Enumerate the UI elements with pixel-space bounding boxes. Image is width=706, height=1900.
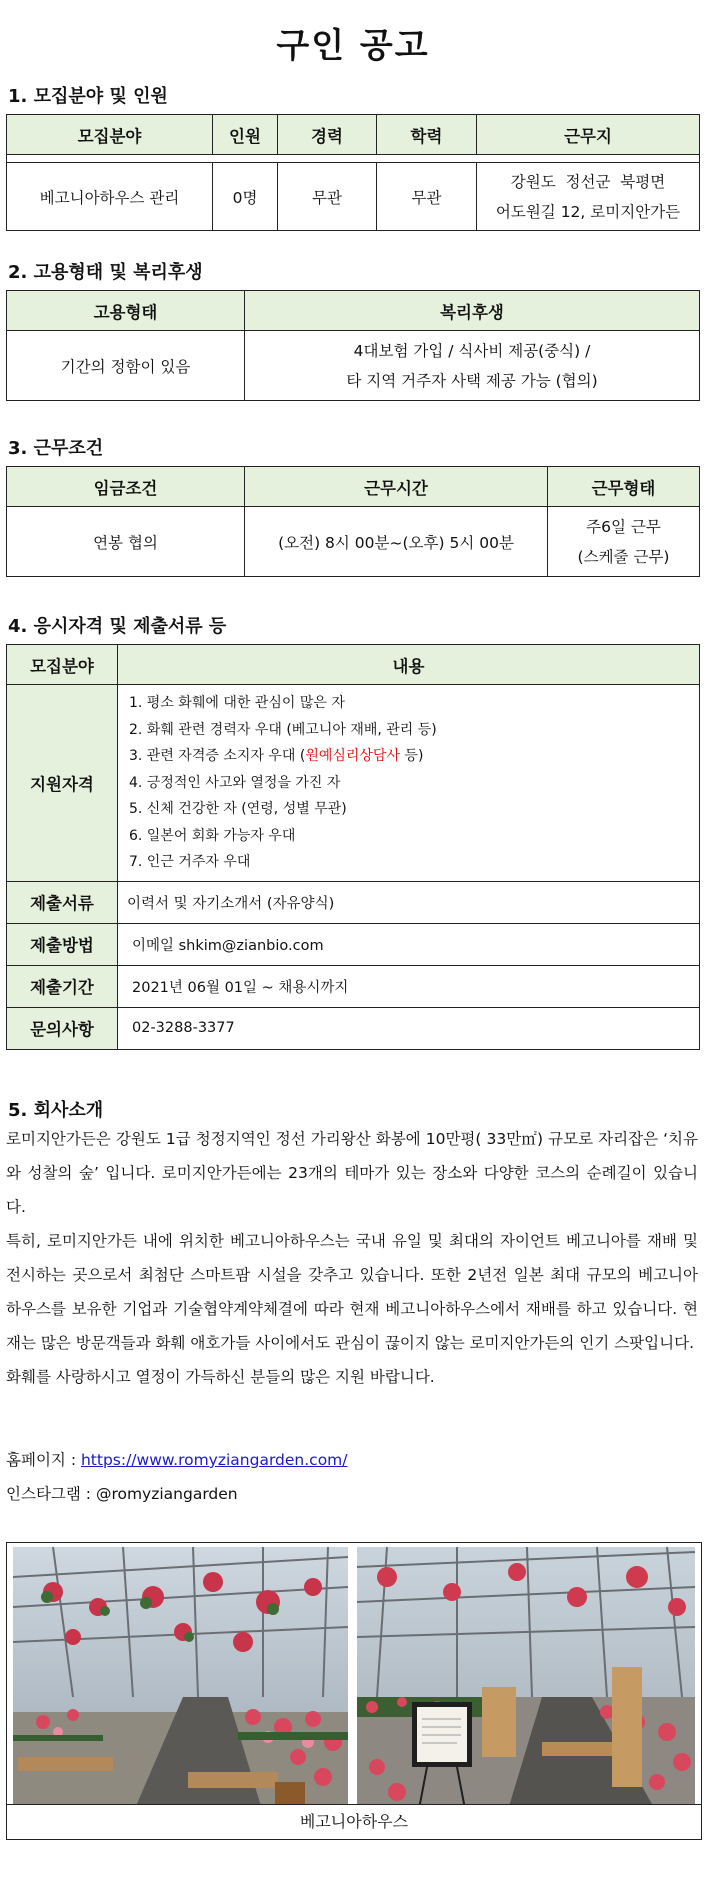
cell-method: 이메일 shkim@zianbio.com [118, 923, 700, 965]
cell-hours: (오전) 8시 00분~(오후) 5시 00분 [245, 507, 548, 577]
section-heading-employment: 2. 고용형태 및 복리후생 [8, 262, 203, 283]
cell-benefits [245, 331, 700, 401]
label-documents: 제출서류 [7, 881, 118, 923]
employment-table [6, 290, 700, 401]
qualifications-table [6, 644, 700, 1050]
location-line1: 강원도 정선군 북평면 [510, 172, 666, 191]
header-work-form: 근무형태 [548, 467, 700, 507]
homepage-label: 홈페이지 : [6, 1451, 81, 1469]
company-paragraph: 로미지안가든은 강원도 1급 청정지역인 정선 가리왕산 화봉에 10만평( 33만㎡) 규모로 자리잡은 ‘치유와 성찰의 숲’ 입니다. 로미지안가든에는 23개의 테마가 있는 장소와 다양한 코스의 순례길이 있습니다. [6, 1130, 698, 1216]
greenhouse-photo-left [13, 1547, 348, 1813]
cell-count: 0명 [213, 163, 278, 231]
header-location: 근무지 [477, 115, 700, 155]
qualification-text: 등) [399, 748, 424, 764]
qualification-item: 1. 평소 화훼에 대한 관심이 많은 자 [129, 695, 345, 711]
recruitment-table [6, 114, 700, 231]
benefits-line1: 4대보험 가입 / 식사비 제공(중식) / [353, 341, 591, 360]
benefits-line2: 타 지역 거주자 사택 제공 가능 (협의) [346, 371, 598, 390]
qualification-item: 4. 긍정적인 사고와 열정을 가진 자 [129, 774, 341, 791]
header-content: 내용 [118, 645, 700, 685]
cell-documents: 이력서 및 자기소개서 (자유양식) [118, 881, 700, 923]
cell-qualifications [118, 685, 700, 882]
section-heading-recruitment: 1. 모집분야 및 인원 [8, 86, 168, 107]
greenhouse-photo-right [357, 1547, 695, 1813]
label-qualifications: 지원자격 [7, 685, 118, 882]
homepage-link[interactable]: https://www.romyziangarden.com/ [80, 1451, 348, 1469]
work-form-line2: (스케줄 근무) [577, 547, 670, 566]
company-intro [6, 1122, 698, 1394]
section-heading-company: 5. 회사소개 [8, 1100, 104, 1121]
cell-location [477, 163, 700, 231]
cell-employment-type: 기간의 정함이 있음 [7, 331, 245, 401]
qualification-list [119, 686, 698, 880]
work-form-line1: 주6일 근무 [586, 517, 661, 536]
company-paragraph: 화훼를 사랑하시고 열정이 가득하신 분들의 많은 지원 바랍니다. [6, 1368, 435, 1386]
company-paragraph: 특히, 로미지안가든 내에 위치한 베고니아하우스는 국내 유일 및 최대의 자이언트 베고니아를 재배 및 전시하는 곳으로서 최첨단 스마트팜 시설을 갖추고 있습니다. 또한 2년전 일본 최대 규모의 베고니아 하우스를 보유한 기업과 기술협약계약체결에 따라 현재 베고니아하우스에서 재배를 하고 있습니다. 현재는 많은 방문객들과 화훼 애호가들 사이에서도 관심이 끊이지 않는 로미지안가든의 인기 스팟입니다. [6, 1232, 698, 1352]
cell-period: 2021년 06월 01일 ~ 채용시까지 [118, 965, 700, 1007]
qualification-item [129, 743, 698, 770]
header-education: 학력 [377, 115, 477, 155]
qualification-text: 3. 관련 자격증 소지자 우대 ( [129, 748, 306, 764]
location-line2: 어도원길 12, 로미지안가든 [495, 202, 681, 221]
conditions-table [6, 466, 700, 577]
header-employment-type: 고용형태 [7, 291, 245, 331]
label-inquiry: 문의사항 [7, 1007, 118, 1049]
header-category: 모집분야 [7, 645, 118, 685]
qualification-highlight: 원예심리상담사 [305, 748, 400, 764]
cell-career: 무관 [278, 163, 377, 231]
homepage-line [6, 1448, 348, 1470]
qualification-item: 7. 인근 거주자 우대 [129, 854, 251, 870]
cell-work-form [548, 507, 700, 577]
qualification-item: 6. 일본어 회화 가능자 우대 [129, 827, 296, 844]
page-title: 구인 공고 [276, 26, 430, 66]
header-field: 모집분야 [7, 115, 213, 155]
header-benefits: 복리후생 [245, 291, 700, 331]
instagram-line: 인스타그램 : @romyziangarden [6, 1485, 238, 1503]
cell-education: 무관 [377, 163, 477, 231]
section-heading-conditions: 3. 근무조건 [8, 438, 104, 459]
header-hours: 근무시간 [245, 467, 548, 507]
header-career: 경력 [278, 115, 377, 155]
cell-wage: 연봉 협의 [7, 507, 245, 577]
label-method: 제출방법 [7, 923, 118, 965]
section-heading-qualifications: 4. 응시자격 및 제출서류 등 [8, 616, 227, 637]
cell-field: 베고니아하우스 관리 [7, 163, 213, 231]
header-wage: 임금조건 [7, 467, 245, 507]
photo-caption: 베고니아하우스 [7, 1804, 701, 1839]
photo-frame [6, 1542, 702, 1840]
qualification-item: 5. 신체 건강한 자 (연령, 성별 무관) [129, 801, 347, 817]
label-period: 제출기간 [7, 965, 118, 1007]
cell-inquiry: 02-3288-3377 [118, 1007, 700, 1049]
qualification-item: 2. 화훼 관련 경력자 우대 (베고니아 재배, 관리 등) [129, 721, 437, 738]
header-count: 인원 [213, 115, 278, 155]
